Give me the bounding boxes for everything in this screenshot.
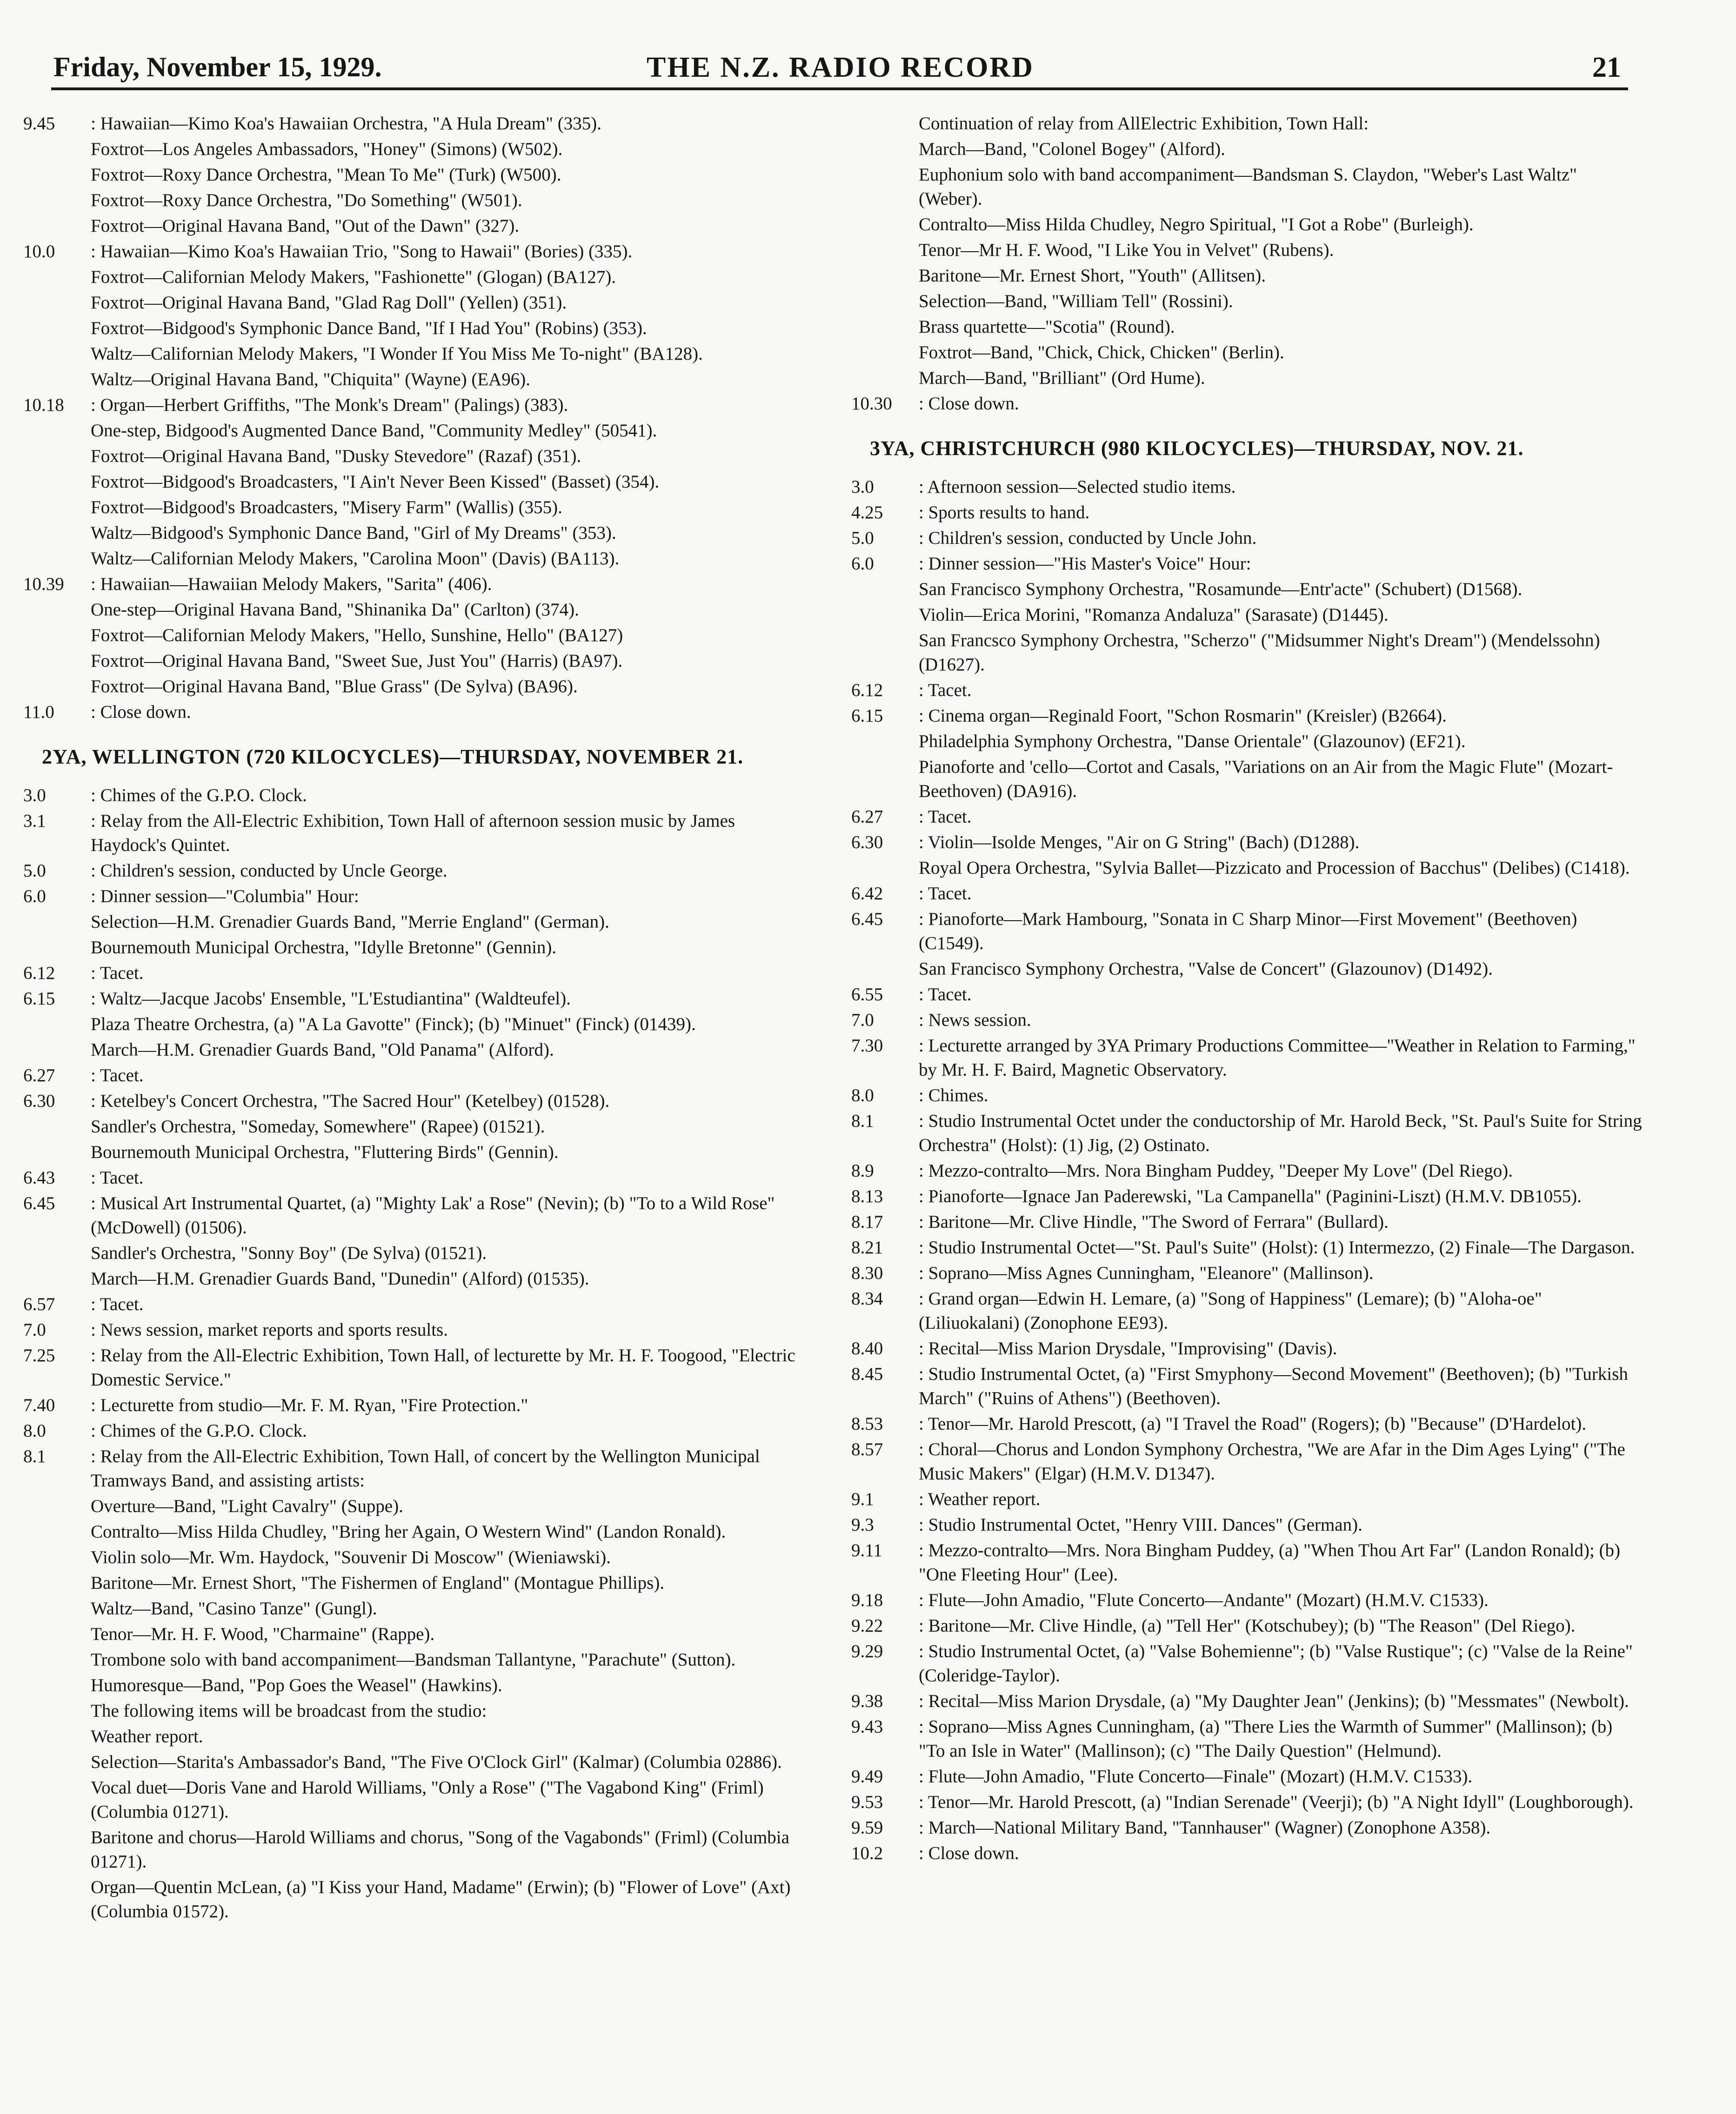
- programme-item: Tenor—Mr H. F. Wood, "I Like You in Velvet" (Rubens).: [919, 240, 1334, 260]
- programme-entry: [851, 1362, 1642, 1411]
- entry-time: 8.0: [851, 1085, 874, 1105]
- entry-time: 6.57: [23, 1294, 55, 1314]
- programme-item: San Francisco Symphony Orchestra, "Valse de Concert" (Glazounov) (D1492).: [919, 959, 1493, 979]
- entry-text: : News session.: [919, 1010, 1031, 1030]
- programme-entry: [851, 907, 1642, 956]
- entry-time: 6.12: [23, 963, 55, 983]
- programme-entry: [23, 393, 814, 417]
- programme-entry: [851, 1109, 1642, 1157]
- programme-entry: [851, 1614, 1642, 1638]
- programme-entry: [851, 1816, 1642, 1840]
- entry-text: : Flute—John Amadio, "Flute Concerto—Andante" (Mozart) (H.M.V. C1533).: [919, 1590, 1489, 1610]
- programme-entry: [851, 392, 1642, 416]
- entry-text: : Tacet.: [91, 1168, 144, 1188]
- programme-item: Overture—Band, "Light Cavalry" (Suppe).: [91, 1496, 403, 1516]
- programme-entry: [851, 1790, 1642, 1814]
- entry-text: : Baritone—Mr. Clive Hindle, "The Sword of Ferrara" (Bullard).: [919, 1212, 1389, 1232]
- entry-text: : Soprano—Miss Agnes Cunningham, (a) "There Lies the Warmth of Summer" (Mallinson); (b) "To an Isle in Water" (Mallinson); (c) "The Daily Question" (Helmund).: [919, 1717, 1613, 1761]
- programme-entry: [851, 552, 1642, 576]
- entry-time: 6.45: [23, 1193, 55, 1213]
- masthead-rule: [51, 87, 1628, 90]
- entry-time: 8.21: [851, 1238, 883, 1258]
- programme-item: Organ—Quentin McLean, (a) "I Kiss your Hand, Madame" (Erwin); (b) "Flower of Love" (Axt) (Columbia 01572).: [91, 1877, 791, 1921]
- entry-time: 7.0: [851, 1010, 874, 1030]
- entry-time: 9.29: [851, 1641, 883, 1661]
- entry-time: 6.55: [851, 984, 883, 1004]
- programme-entry: [23, 884, 814, 909]
- entry-time: 10.18: [23, 395, 64, 415]
- entry-text: : Children's session, conducted by Uncle John.: [919, 528, 1257, 548]
- entry-text: : Tacet.: [919, 883, 972, 903]
- programme-entry: [851, 1034, 1642, 1082]
- programme-item: Selection—Band, "William Tell" (Rossini).: [919, 291, 1233, 311]
- entry-text: : Recital—Miss Marion Drysdale, (a) "My Daughter Jean" (Jenkins); (b) "Messmates" (Newbolt).: [919, 1691, 1629, 1711]
- programme-item: Pianoforte and 'cello—Cortot and Casals, "Variations on an Air from the Magic Flute" (Mozart-Beethoven) (DA916).: [919, 757, 1613, 801]
- programme-entry: [851, 678, 1642, 702]
- entry-time: 3.0: [23, 785, 46, 805]
- entry-text: : Tacet.: [919, 680, 972, 700]
- entry-time: 6.30: [23, 1091, 55, 1111]
- programme-item: Sandler's Orchestra, "Someday, Somewhere" (Rapee) (01521).: [91, 1117, 545, 1137]
- programme-item: Foxtrot—Band, "Chick, Chick, Chicken" (Berlin).: [919, 342, 1284, 362]
- programme-item: Foxtrot—Original Havana Band, "Out of the Dawn" (327).: [91, 216, 520, 236]
- entry-time: 10.2: [851, 1843, 883, 1863]
- entry-text: : Tenor—Mr. Harold Prescott, (a) "Indian Serenade" (Veerji); (b) "A Night Idyll" (Loughborough).: [919, 1792, 1634, 1812]
- programme-entry: [851, 1084, 1642, 1108]
- entry-time: 6.45: [851, 909, 883, 929]
- entry-text: : Relay from the All-Electric Exhibition, Town Hall, of concert by the Wellington Municipal Tramways Band, and assisting artists:: [91, 1446, 760, 1491]
- entry-text: : Dinner session—"Columbia" Hour:: [91, 886, 359, 906]
- 2ya-programme: [23, 783, 814, 1924]
- programme-entry: [851, 1210, 1642, 1234]
- entry-time: 8.0: [23, 1421, 46, 1441]
- entry-time: 4.25: [851, 502, 883, 522]
- entry-time: 8.34: [851, 1289, 883, 1309]
- entry-time: 8.9: [851, 1161, 874, 1181]
- entry-time: 9.3: [851, 1515, 874, 1535]
- programme-item: Weather report.: [91, 1726, 203, 1746]
- entry-text: : News session, market reports and sports results.: [91, 1320, 448, 1340]
- programme-item: Selection—H.M. Grenadier Guards Band, "Merrie England" (German).: [91, 912, 609, 932]
- programme-item: Selection—Starita's Ambassador's Band, "The Five O'Clock Girl" (Kalmar) (Columbia 02886).: [91, 1752, 782, 1772]
- programme-item: Violin—Erica Morini, "Romanza Andaluza" (Sarasate) (D1445).: [919, 605, 1389, 625]
- entry-time: 6.0: [851, 554, 874, 574]
- programme-item: March—Band, "Colonel Bogey" (Alford).: [919, 139, 1225, 159]
- programme-entry: [851, 526, 1642, 550]
- programme-entry: [23, 961, 814, 985]
- programme-item: Bournemouth Municipal Orchestra, "Idylle Bretonne" (Gennin).: [91, 937, 557, 957]
- entry-time: 7.30: [851, 1036, 883, 1056]
- entry-text: : Organ—Herbert Griffiths, "The Monk's Dream" (Palings) (383).: [91, 395, 568, 415]
- programme-entry: [23, 700, 814, 724]
- programme-item: Foxtrot—Original Havana Band, "Glad Rag Doll" (Yellen) (351).: [91, 293, 567, 313]
- entry-time: 9.43: [851, 1717, 883, 1737]
- entry-time: 8.17: [851, 1212, 883, 1232]
- programme-entry: [851, 882, 1642, 906]
- programme-entry: [23, 1419, 814, 1443]
- entry-time: 11.0: [23, 702, 54, 722]
- programme-item: Baritone—Mr. Ernest Short, "Youth" (Allitsen).: [919, 266, 1266, 286]
- entry-text: : Musical Art Instrumental Quartet, (a) "Mighty Lak' a Rose" (Nevin); (b) "To to a Wild Rose" (McDowell) (01506).: [91, 1193, 775, 1238]
- entry-time: 8.45: [851, 1364, 883, 1384]
- entry-time: 7.0: [23, 1320, 46, 1340]
- programme-item: Tenor—Mr. H. F. Wood, "Charmaine" (Rappe).: [91, 1624, 435, 1644]
- entry-time: 10.0: [23, 241, 55, 261]
- programme-item: Plaza Theatre Orchestra, (a) "A La Gavotte" (Finck); (b) "Minuet" (Finck) (01439).: [91, 1014, 696, 1034]
- entry-text: : Sports results to hand.: [919, 502, 1090, 522]
- entry-text: : Studio Instrumental Octet, (a) "First Smyphony—Second Movement" (Beethoven); (b) "Turkish March" ("Ruins of Athens") (Beethoven).: [919, 1364, 1628, 1408]
- entry-text: : Hawaiian—Kimo Koa's Hawaiian Trio, "Song to Hawaii" (Bories) (335).: [91, 241, 633, 261]
- programme-entry: [23, 240, 814, 264]
- entry-text: : Violin—Isolde Menges, "Air on G String" (Bach) (D1288).: [919, 832, 1360, 852]
- programme-entry: [851, 1841, 1642, 1866]
- entry-text: : Relay from the All-Electric Exhibition, Town Hall of afternoon session music by James Haydock's Quintet.: [91, 811, 735, 855]
- entry-text: : Chimes of the G.P.O. Clock.: [91, 785, 307, 805]
- programme-entry: [23, 1445, 814, 1493]
- entry-text: : Ketelbey's Concert Orchestra, "The Sacred Hour" (Ketelbey) (01528).: [91, 1091, 610, 1111]
- entry-time: 9.53: [851, 1792, 883, 1812]
- entry-time: 8.13: [851, 1186, 883, 1206]
- programme-item: Foxtrot—Californian Melody Makers, "Fashionette" (Glogan) (BA127).: [91, 267, 616, 287]
- programme-entry: [851, 1487, 1642, 1512]
- programme-entry: [23, 1292, 814, 1317]
- programme-item: Waltz—Californian Melody Makers, "I Wonder If You Miss Me To-night" (BA128).: [91, 344, 703, 364]
- page-number: 21: [1592, 52, 1621, 83]
- entry-text: : Pianoforte—Ignace Jan Paderewski, "La Campanella" (Paginini-Liszt) (H.M.V. DB1055).: [919, 1186, 1582, 1206]
- programme-item: Sandler's Orchestra, "Sonny Boy" (De Sylva) (01521).: [91, 1243, 487, 1263]
- entry-time: 8.30: [851, 1263, 883, 1283]
- entry-text: : Studio Instrumental Octet, "Henry VIII. Dances" (German).: [919, 1515, 1362, 1535]
- programme-item: Foxtrot—Original Havana Band, "Sweet Sue, Just You" (Harris) (BA97).: [91, 651, 623, 671]
- left-column: [23, 112, 814, 1925]
- programme-item: Waltz—Californian Melody Makers, "Carolina Moon" (Davis) (BA113).: [91, 549, 620, 569]
- programme-item: Waltz—Original Havana Band, "Chiquita" (Wayne) (EA96).: [91, 369, 531, 389]
- entry-text: : Hawaiian—Hawaiian Melody Makers, "Sarita" (406).: [91, 574, 492, 594]
- programme-entry: [851, 1765, 1642, 1789]
- entry-time: 6.42: [851, 883, 883, 903]
- entry-time: 6.27: [23, 1065, 55, 1085]
- programme-item: Continuation of relay from AllElectric Exhibition, Town Hall:: [919, 114, 1369, 134]
- entry-text: : Chimes of the G.P.O. Clock.: [91, 1421, 307, 1441]
- entry-text: : Tenor—Mr. Harold Prescott, (a) "I Travel the Road" (Rogers); (b) "Because" (D'Hardelot).: [919, 1414, 1587, 1434]
- entry-time: 6.0: [23, 886, 46, 906]
- right-column: [851, 112, 1642, 1867]
- entry-time: 9.45: [23, 114, 55, 134]
- entry-text: : Dinner session—"His Master's Voice" Hour:: [919, 554, 1251, 574]
- entry-time: 6.15: [851, 706, 883, 726]
- entry-time: 7.40: [23, 1395, 55, 1415]
- entry-text: : Studio Instrumental Octet—"St. Paul's Suite" (Holst): (1) Intermezzo, (2) Finale—The Dargason.: [919, 1238, 1635, 1258]
- programme-item: Foxtrot—Bidgood's Broadcasters, "I Ain't Never Been Kissed" (Basset) (354).: [91, 472, 660, 492]
- programme-item: March—H.M. Grenadier Guards Band, "Old Panama" (Alford).: [91, 1040, 554, 1060]
- programme-entry: [23, 1318, 814, 1342]
- programme-item: Foxtrot—Roxy Dance Orchestra, "Do Something" (W501).: [91, 190, 522, 210]
- left-programme-continued: [23, 112, 814, 724]
- entry-time: 9.18: [851, 1590, 883, 1610]
- section-heading-3ya-christchurch: 3YA, CHRISTCHURCH (980 KILOCYCLES)—THURSDAY, NOV. 21.: [870, 437, 1524, 460]
- programme-item: Bournemouth Municipal Orchestra, "Fluttering Birds" (Gennin).: [91, 1142, 559, 1162]
- entry-text: : Pianoforte—Mark Hambourg, "Sonata in C Sharp Minor—First Movement" (Beethoven) (C1549).: [919, 909, 1577, 953]
- programme-item: Brass quartette—"Scotia" (Round).: [919, 317, 1175, 337]
- programme-entry: [23, 1064, 814, 1088]
- programme-entry: [851, 1261, 1642, 1285]
- entry-time: 9.22: [851, 1616, 883, 1636]
- entry-text: : Grand organ—Edwin H. Lemare, (a) "Song of Happiness" (Lemare); (b) "Aloha-oe" (Liliuokalani) (Zonophone EE93).: [919, 1289, 1542, 1333]
- entry-time: 8.40: [851, 1338, 883, 1358]
- programme-entry: [23, 1089, 814, 1113]
- programme-entry: [851, 1689, 1642, 1713]
- entry-text: : Weather report.: [919, 1489, 1041, 1509]
- entry-text: : Cinema organ—Reginald Foort, "Schon Rosmarin" (Kreisler) (B2664).: [919, 706, 1447, 726]
- programme-entry: [851, 1337, 1642, 1361]
- programme-item: Waltz—Band, "Casino Tanze" (Gungl).: [91, 1599, 377, 1619]
- programme-entry: [851, 1513, 1642, 1537]
- entry-text: : Baritone—Mr. Clive Hindle, (a) "Tell Her" (Kotschubey); (b) "The Reason" (Del Riego).: [919, 1616, 1576, 1636]
- programme-item: Baritone—Mr. Ernest Short, "The Fishermen of England" (Montague Phillips).: [91, 1573, 665, 1593]
- programme-item: One-step—Original Havana Band, "Shinanika Da" (Carlton) (374).: [91, 600, 579, 620]
- programme-item: Vocal duet—Doris Vane and Harold Williams, "Only a Rose" ("The Vagabond King" (Friml) (Columbia 01271).: [91, 1778, 764, 1822]
- entry-text: : Relay from the All-Electric Exhibition, Town Hall, of lecturette by Mr. H. F. Toogood, "Electric Domestic Service.": [91, 1345, 795, 1390]
- section-heading-2ya-wellington: 2YA, WELLINGTON (720 KILOCYCLES)—THURSDAY, NOVEMBER 21.: [42, 745, 744, 768]
- programme-entry: [851, 704, 1642, 728]
- programme-entry: [851, 1715, 1642, 1763]
- entry-text: : Close down.: [919, 394, 1019, 414]
- programme-item: San Francsco Symphony Orchestra, "Scherzo" ("Midsummer Night's Dream") (Mendelssohn) (D1627).: [919, 630, 1600, 675]
- entry-text: : Studio Instrumental Octet under the conductorship of Mr. Harold Beck, "St. Paul's Suite for String Orchestra" (Holst): (1) Jig, (2) Ostinato.: [919, 1111, 1642, 1155]
- programme-item: Foxtrot—Bidgood's Broadcasters, "Misery Farm" (Wallis) (355).: [91, 497, 562, 517]
- programme-entry: [851, 830, 1642, 855]
- entry-time: 6.30: [851, 832, 883, 852]
- programme-item: March—Band, "Brilliant" (Ord Hume).: [919, 368, 1205, 388]
- entry-time: 9.49: [851, 1766, 883, 1786]
- entry-text: : Flute—John Amadio, "Flute Concerto—Finale" (Mozart) (H.M.V. C1533).: [919, 1766, 1473, 1786]
- entry-text: : Tacet.: [91, 1065, 144, 1085]
- entry-time: 6.27: [851, 807, 883, 827]
- programme-item: Foxtrot—Roxy Dance Orchestra, "Mean To Me" (Turk) (W500).: [91, 165, 561, 185]
- entry-text: : Afternoon session—Selected studio items.: [919, 477, 1236, 497]
- programme-item: Violin solo—Mr. Wm. Haydock, "Souvenir Di Moscow" (Wieniawski).: [91, 1547, 611, 1567]
- entry-text: : Mezzo-contralto—Mrs. Nora Bingham Puddey, (a) "When Thou Art Far" (Landon Ronald); (b) "One Fleeting Hour" (Lee).: [919, 1540, 1621, 1585]
- programme-entry: [23, 572, 814, 596]
- programme-entry: [23, 987, 814, 1011]
- programme-item: Foxtrot—Californian Melody Makers, "Hello, Sunshine, Hello" (BA127): [91, 625, 623, 645]
- programme-item: San Francisco Symphony Orchestra, "Rosamunde—Entr'acte" (Schubert) (D1568).: [919, 579, 1522, 599]
- programme-entry: [851, 1184, 1642, 1209]
- entry-text: : Close down.: [919, 1843, 1019, 1863]
- entry-time: 9.59: [851, 1818, 883, 1838]
- entry-text: : Children's session, conducted by Uncle George.: [91, 861, 447, 881]
- programme-item: Foxtrot—Los Angeles Ambassadors, "Honey" (Simons) (W502).: [91, 139, 563, 159]
- entry-text: : Tacet.: [919, 984, 972, 1004]
- programme-entry: [23, 112, 814, 136]
- entry-text: : Mezzo-contralto—Mrs. Nora Bingham Puddey, "Deeper My Love" (Del Riego).: [919, 1161, 1513, 1181]
- programme-item: Euphonium solo with band accompaniment—Bandsman S. Claydon, "Weber's Last Waltz" (Weber).: [919, 165, 1577, 209]
- programme-item: One-step, Bidgood's Augmented Dance Band, "Community Medley" (50541).: [91, 421, 657, 441]
- programme-item: Philadelphia Symphony Orchestra, "Danse Orientale" (Glazounov) (EF21).: [919, 731, 1466, 751]
- programme-entry: [23, 1393, 814, 1418]
- entry-text: : Soprano—Miss Agnes Cunningham, "Eleanore" (Mallinson).: [919, 1263, 1374, 1283]
- programme-entry: [851, 1588, 1642, 1612]
- masthead: [53, 51, 1621, 88]
- programme-item: Trombone solo with band accompaniment—Bandsman Tallantyne, "Parachute" (Sutton).: [91, 1650, 736, 1670]
- entry-time: 5.0: [851, 528, 874, 548]
- programme-entry: [851, 1287, 1642, 1335]
- programme-item: Royal Opera Orchestra, "Sylvia Ballet—Pizzicato and Procession of Bacchus" (Delibes) (C1418).: [919, 858, 1630, 878]
- programme-item: Foxtrot—Bidgood's Symphonic Dance Band, "If I Had You" (Robins) (353).: [91, 318, 647, 338]
- entry-text: : Tacet.: [91, 1294, 144, 1314]
- entry-text: : Tacet.: [91, 963, 144, 983]
- programme-entry: [23, 1166, 814, 1190]
- right-programme-continued: [851, 112, 1642, 416]
- entry-time: 5.0: [23, 861, 46, 881]
- programme-item: Baritone and chorus—Harold Williams and chorus, "Song of the Vagabonds" (Friml) (Columbia 01271).: [91, 1827, 789, 1872]
- programme-item: Waltz—Bidgood's Symphonic Dance Band, "Girl of My Dreams" (353).: [91, 523, 616, 543]
- entry-time: 8.1: [23, 1446, 46, 1466]
- entry-text: : Recital—Miss Marion Drysdale, "Improvising" (Davis).: [919, 1338, 1337, 1358]
- programme-item: The following items will be broadcast from the studio:: [91, 1701, 487, 1721]
- programme-entry: [23, 809, 814, 857]
- programme-item: Foxtrot—Original Havana Band, "Dusky Stevedore" (Razaf) (351).: [91, 446, 581, 466]
- programme-entry: [851, 983, 1642, 1007]
- entry-time: 6.43: [23, 1168, 55, 1188]
- programme-entry: [851, 1008, 1642, 1032]
- programme-item: March—H.M. Grenadier Guards Band, "Dunedin" (Alford) (01535).: [91, 1269, 589, 1289]
- entry-time: 3.0: [851, 477, 874, 497]
- entry-text: : Hawaiian—Kimo Koa's Hawaiian Orchestra, "A Hula Dream" (335).: [91, 114, 602, 134]
- programme-entry: [851, 1539, 1642, 1587]
- entry-text: : Choral—Chorus and London Symphony Orchestra, "We are Afar in the Dim Ages Lying" ("The Music Makers" (Elgar) (H.M.V. D1347).: [919, 1439, 1625, 1484]
- entry-text: : Studio Instrumental Octet, (a) "Valse Bohemienne"; (b) "Valse Rustique"; (c) "Valse de la Reine" (Coleridge-Taylor).: [919, 1641, 1633, 1686]
- entry-time: 9.11: [851, 1540, 882, 1560]
- entry-time: 3.1: [23, 811, 46, 831]
- programme-entry: [23, 859, 814, 883]
- entry-time: 10.39: [23, 574, 64, 594]
- publication-title: THE N.Z. RADIO RECORD: [647, 52, 1034, 83]
- programme-entry: [851, 1412, 1642, 1436]
- programme-entry: [23, 1191, 814, 1240]
- 3ya-programme: [851, 475, 1642, 1866]
- entry-text: : Tacet.: [919, 807, 972, 827]
- programme-entry: [851, 1438, 1642, 1486]
- programme-entry: [851, 1159, 1642, 1183]
- entry-text: : Waltz—Jacque Jacobs' Ensemble, "L'Estudiantina" (Waldteufel).: [91, 989, 571, 1009]
- entry-time: 8.1: [851, 1111, 874, 1131]
- programme-entry: [23, 1344, 814, 1392]
- entry-text: : March—National Military Band, "Tannhauser" (Wagner) (Zonophone A358).: [919, 1818, 1491, 1838]
- programme-entry: [23, 783, 814, 808]
- entry-time: 6.15: [23, 989, 55, 1009]
- entry-time: 9.1: [851, 1489, 874, 1509]
- programme-entry: [851, 1639, 1642, 1688]
- programme-item: Foxtrot—Original Havana Band, "Blue Grass" (De Sylva) (BA96).: [91, 676, 578, 696]
- issue-date: Friday, November 15, 1929.: [53, 52, 382, 82]
- entry-time: 7.25: [23, 1345, 55, 1365]
- programme-item: Humoresque—Band, "Pop Goes the Weasel" (Hawkins).: [91, 1675, 502, 1695]
- entry-text: : Lecturette from studio—Mr. F. M. Ryan, "Fire Protection.": [91, 1395, 528, 1415]
- programme-item: Contralto—Miss Hilda Chudley, "Bring her Again, O Western Wind" (Landon Ronald).: [91, 1522, 726, 1542]
- programme-entry: [851, 1236, 1642, 1260]
- entry-time: 8.53: [851, 1414, 883, 1434]
- entry-time: 9.38: [851, 1691, 883, 1711]
- programme-entry: [851, 475, 1642, 499]
- programme-entry: [851, 805, 1642, 829]
- programme-entry: [851, 501, 1642, 525]
- entry-time: 8.57: [851, 1439, 883, 1459]
- entry-text: : Lecturette arranged by 3YA Primary Productions Committee—"Weather in Relation to Farming," by Mr. H. F. Baird, Magnetic Observatory.: [919, 1036, 1636, 1080]
- entry-text: : Close down.: [91, 702, 191, 722]
- entry-time: 10.30: [851, 394, 892, 414]
- programme-item: Contralto—Miss Hilda Chudley, Negro Spiritual, "I Got a Robe" (Burleigh).: [919, 214, 1474, 234]
- entry-time: 6.12: [851, 680, 883, 700]
- entry-text: : Chimes.: [919, 1085, 988, 1105]
